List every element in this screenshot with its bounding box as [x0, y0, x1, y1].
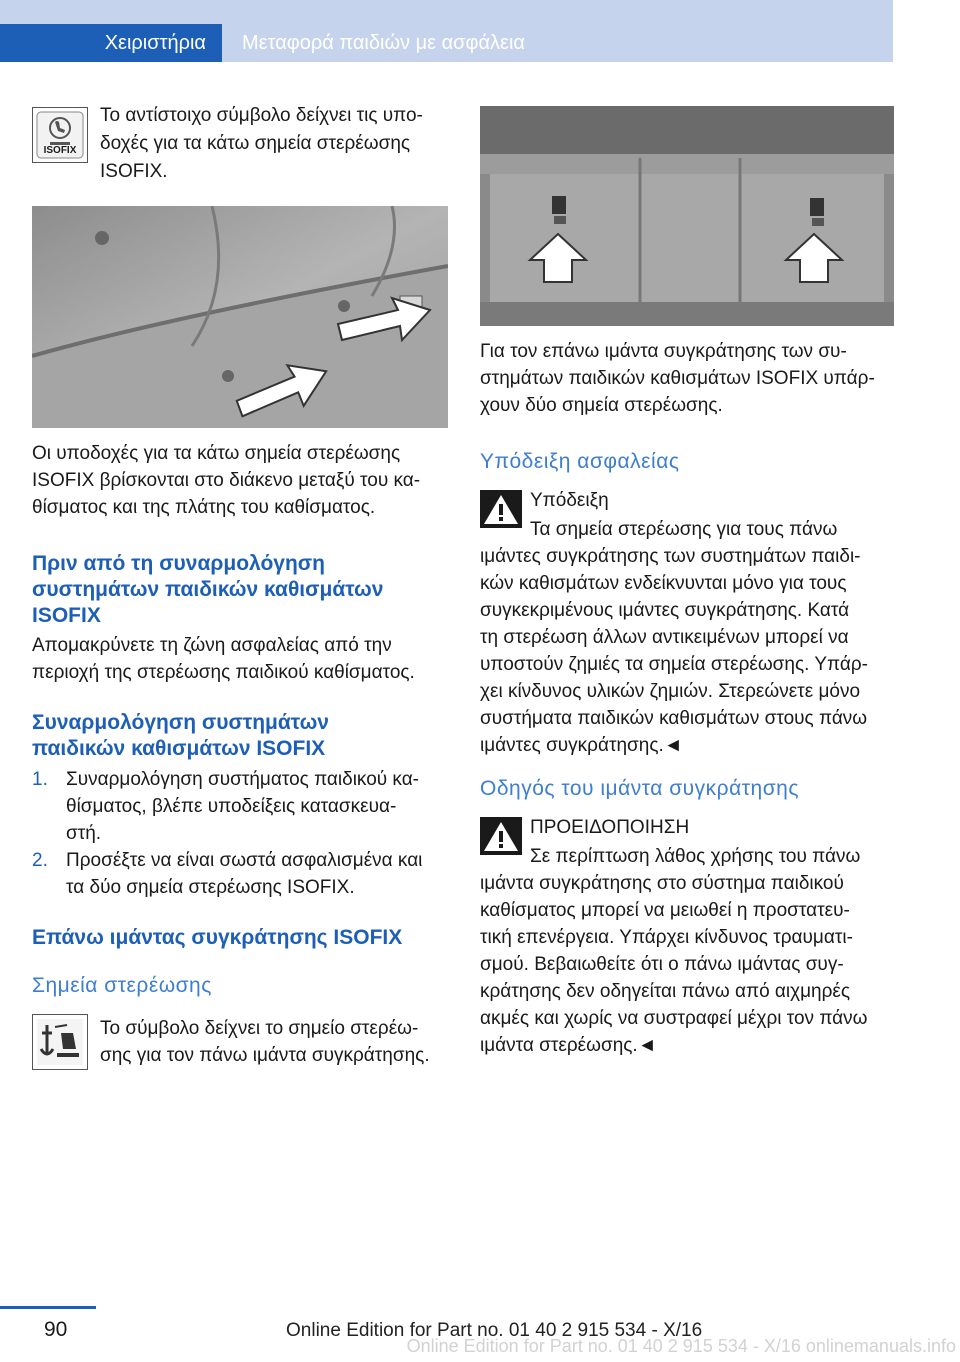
- intro-text-line3: ISOFIX.: [100, 161, 168, 182]
- intro-text-line2: δοχές για τα κάτω σημεία στερέωσης: [100, 133, 411, 154]
- heading-top-strap: Επάνω ιμάντας συγκράτησης ISOFIX: [32, 926, 403, 949]
- warning-triangle-icon: [480, 490, 522, 528]
- anchor-text-line1: Το σύμβολο δείχνει το σημείο στερέω‐: [100, 1018, 419, 1039]
- note-label: Υπόδειξη: [530, 490, 609, 511]
- heading-safety-note: Υπόδειξη ασφαλείας: [480, 450, 680, 473]
- note-line: συγκεκριμένους ιμάντες συγκράτησης. Κατά: [480, 600, 850, 621]
- heading-strap-routing: Οδηγός του ιμάντα συγκράτησης: [480, 777, 799, 800]
- note-line: ιμάντες συγκράτησης.◄: [480, 735, 683, 756]
- top-tether-anchor-photo: [480, 106, 894, 326]
- intro-text-line1: Το αντίστοιχο σύμβολο δείχνει τις υπο‐: [100, 105, 423, 126]
- warning-line: τική επενέργεια. Υπάρχει κίνδυνος τραυματι‐: [480, 927, 853, 948]
- warning-line: καθίσματος μπορεί να μειωθεί η προστατευ‐: [480, 900, 850, 921]
- list-item-1-line1: Συναρμολόγηση συστήματος παιδικού κα‐: [66, 769, 420, 790]
- warning-line: σμού. Βεβαιωθείτε ότι ο πάνω ιμάντας συγ‐: [480, 954, 844, 975]
- note-line: συστήματα παιδικών καθισμάτων στους πάνω: [480, 708, 868, 729]
- note-line: τη στερέωση άλλων αντικειμένων μπορεί να: [480, 627, 849, 648]
- warning-line: ιμάντα στερέωσης.◄: [480, 1035, 657, 1056]
- warning-line: κράτησης δεν οδηγείται πάνω από αιχμηρές: [480, 981, 851, 1002]
- watermark: Online Edition for Part no. 01 40 2 915 534 - X/16 onlinemanuals.info: [406, 1336, 956, 1356]
- warning-label: ΠΡΟΕΙΔΟΠΟΙΗΣΗ: [530, 817, 690, 838]
- note-line: υποστούν ζημιές τα σημεία στερέωσης. Υπάρ‐: [480, 654, 868, 675]
- note-line: ιμάντες συγκράτησης των συστημάτων παιδι‐: [480, 546, 861, 567]
- edition-text: Online Edition for Part no. 01 40 2 915 534 - X/16: [286, 1320, 703, 1341]
- tab-controls[interactable]: Χειριστήρια: [0, 24, 222, 62]
- list-item-number: 1.: [32, 769, 48, 790]
- isofix-icon: [32, 107, 88, 163]
- warning-line: ιμάντα συγκράτησης στο σύστημα παιδικού: [480, 873, 844, 894]
- isofix-lower-anchor-photo: [32, 206, 448, 428]
- list-item-2-line1: Προσέξτε να είναι σωστά ασφαλισμένα και: [66, 850, 423, 871]
- list-item-1-line3: στή.: [66, 823, 102, 844]
- heading-before-assembly-3: ISOFIX: [32, 604, 101, 627]
- lower-anchor-text-line3: θίσματος και της πλάτης του καθίσματος.: [32, 497, 376, 518]
- heading-assembly-2: παιδικών καθισμάτων ISOFIX: [32, 737, 326, 760]
- top-tether-text-line3: χουν δύο σημεία στερέωσης.: [480, 395, 723, 416]
- before-assembly-text-line2: περιοχή της στερέωσης παιδικού καθίσματος.: [32, 662, 415, 683]
- page-number: 90: [44, 1318, 68, 1341]
- note-line: Τα σημεία στερέωσης για τους πάνω: [530, 519, 838, 540]
- lower-anchor-text-line1: Οι υποδοχές για τα κάτω σημεία στερέωσης: [32, 443, 401, 464]
- heading-before-assembly-2: συστημάτων παιδικών καθισμάτων: [32, 578, 384, 601]
- heading-assembly-1: Συναρμολόγηση συστημάτων: [32, 711, 329, 734]
- heading-anchor-points: Σημεία στερέωσης: [32, 974, 212, 997]
- list-item-number: 2.: [32, 850, 48, 871]
- top-tether-icon: [32, 1014, 88, 1070]
- tab-child-safety[interactable]: Μεταφορά παιδιών με ασφάλεια: [242, 31, 525, 54]
- list-item-2-line2: τα δύο σημεία στερέωσης ISOFIX.: [66, 877, 355, 898]
- heading-before-assembly-1: Πριν από τη συναρμολόγηση: [32, 552, 325, 575]
- note-line: χει κίνδυνος υλικών ζημιών. Στερεώνετε μόνο: [480, 681, 861, 702]
- before-assembly-text-line1: Απομακρύνετε τη ζώνη ασφαλείας από την: [32, 635, 392, 656]
- top-tether-text-line2: στημάτων παιδικών καθισμάτων ISOFIX υπάρ‐: [480, 368, 875, 389]
- warning-line: Σε περίπτωση λάθος χρήσης του πάνω: [530, 846, 861, 867]
- note-line: κών καθισμάτων ενδείκνυνται μόνο για τους: [480, 573, 847, 594]
- warning-triangle-icon: [480, 817, 522, 855]
- anchor-text-line2: σης για τον πάνω ιμάντα συγκράτησης.: [100, 1045, 430, 1066]
- warning-line: ακμές και χωρίς να συστραφεί μέχρι τον πάνω: [480, 1008, 868, 1029]
- isofix-icon-text: ISOFIX: [43, 145, 77, 156]
- top-tether-text-line1: Για τον επάνω ιμάντα συγκράτησης των συ‐: [480, 341, 847, 362]
- list-item-1-line2: θίσματος, βλέπε υποδείξεις κατασκευα‐: [66, 796, 397, 817]
- lower-anchor-text-line2: ISOFIX βρίσκονται στο διάκενο μεταξύ του κα‐: [32, 470, 421, 491]
- footer-accent-line: [0, 1306, 96, 1309]
